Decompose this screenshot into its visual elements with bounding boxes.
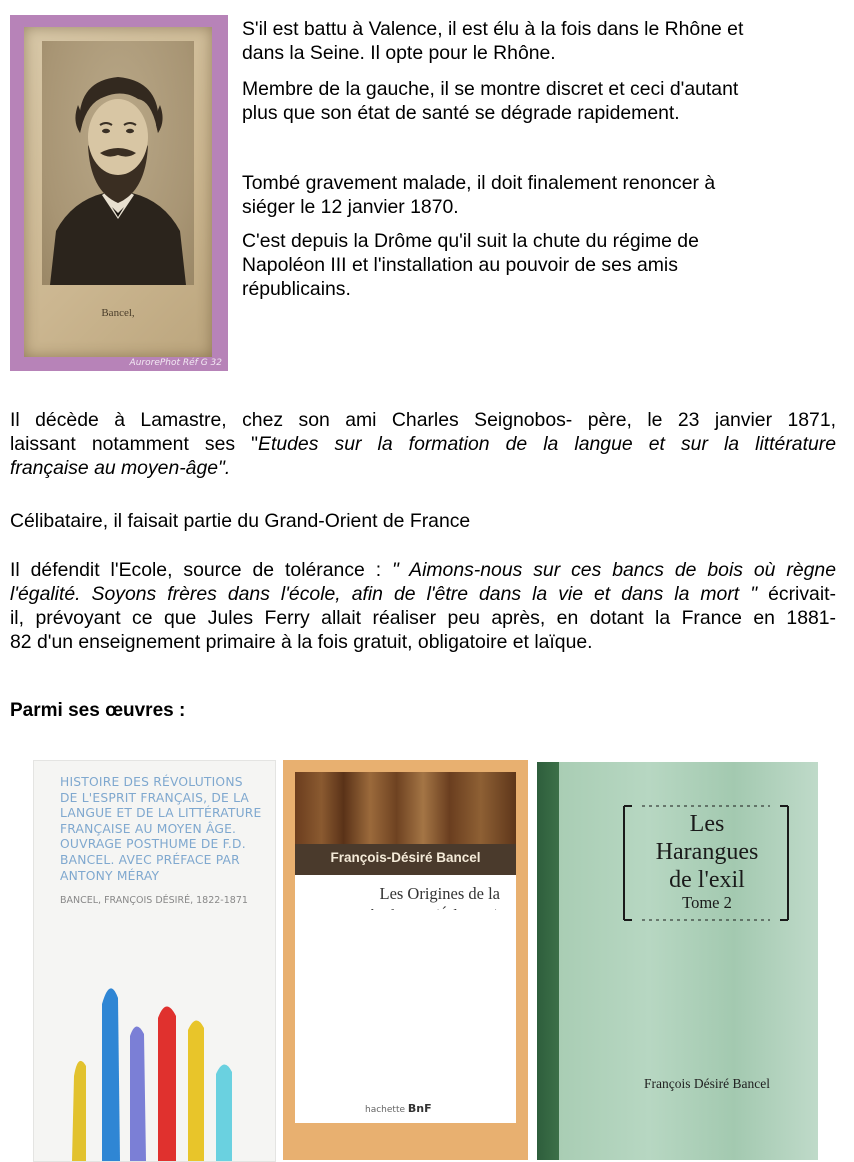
book3-title: Les Harangues de l'exil [655,811,759,893]
book3-tome: Tome 2 [682,893,732,912]
death-paragraph: Il décède à Lamastre, chez son ami Charles Seignobos- père, le 23 janvier 1871, laissant notamment ses "Etudes sur la formation de la langue et sur la littérature française au moyen-âge". [10,409,836,479]
portrait-caption: Bancel, [101,307,135,319]
book-cover-les-origines [283,760,528,1160]
book3-author: François Désiré Bancel [644,1076,770,1091]
book2-publisher-logos: hachette BnF [365,1102,432,1115]
book2-bookshelf-image [295,772,516,844]
photo-credit: AurorePhot Réf G 32 [129,358,222,368]
portrait-image [10,15,228,371]
intro-paragraph-1: S'il est battu à Valence, il est élu à la fois dans le Rhône et dans la Seine. Il opte pour le Rhône. [242,18,744,64]
bancel-figure [42,41,194,285]
book-cover-histoire-des-revolutions [33,760,276,1162]
ecole-paragraph: Il défendit l'Ecole, source de tolérance : " Aimons-nous sur ces bancs de bois où règne l'égalité. Soyons frères dans l'école, afin de l'être dans la vie et dans la mort " écrivait- il, prévoyant ce que Jules Ferry allait réaliser peu après, en dotant la France en 1881- 82 d'un enseignement primaire à la fois gratuit, obligatoire et laïque. [10,559,836,653]
book1-brush-strokes [64,956,264,1161]
book2-title: Les Origines de la [379,884,500,903]
book1-author: BANCEL, FRANÇOIS DÉSIRÉ, 1822-1871 [60,895,248,906]
works-heading: Parmi ses œuvres : [10,700,186,721]
book1-title: HISTOIRE DES RÉVOLUTIONS DE L'ESPRIT FRANÇAIS, DE LA LANGUE ET DE LA LITTÉRATURE FRANÇAISE AU MOYEN ÂGE. OUVRAGE POSTHUME DE F.D. BANCEL. AVEC PRÉFACE PAR ANTONY MÉRAY [60,775,262,883]
celibataire-paragraph: Célibataire, il faisait partie du Grand-Orient de France [10,510,471,532]
book2-author: François-Désiré Bancel [330,850,481,865]
book2-author-band [295,844,516,875]
intro-paragraph-4: C'est depuis la Drôme qu'il suit la chute du régime de Napoléon III et l'installation au pouvoir de ses amis républicains. [242,230,699,300]
intro-paragraph-3: Tombé gravement malade, il doit finalement renoncer à siéger le 12 janvier 1870. [242,172,716,218]
book-cover-les-harangues [537,762,818,1160]
intro-paragraph-2: Membre de la gauche, il se montre discret et ceci d'autant plus que son état de santé se dégrade rapidement. [242,78,739,124]
book2-shelf-photo [295,910,516,1050]
carte-de-visite [24,27,212,357]
bancel-photo [42,41,194,285]
